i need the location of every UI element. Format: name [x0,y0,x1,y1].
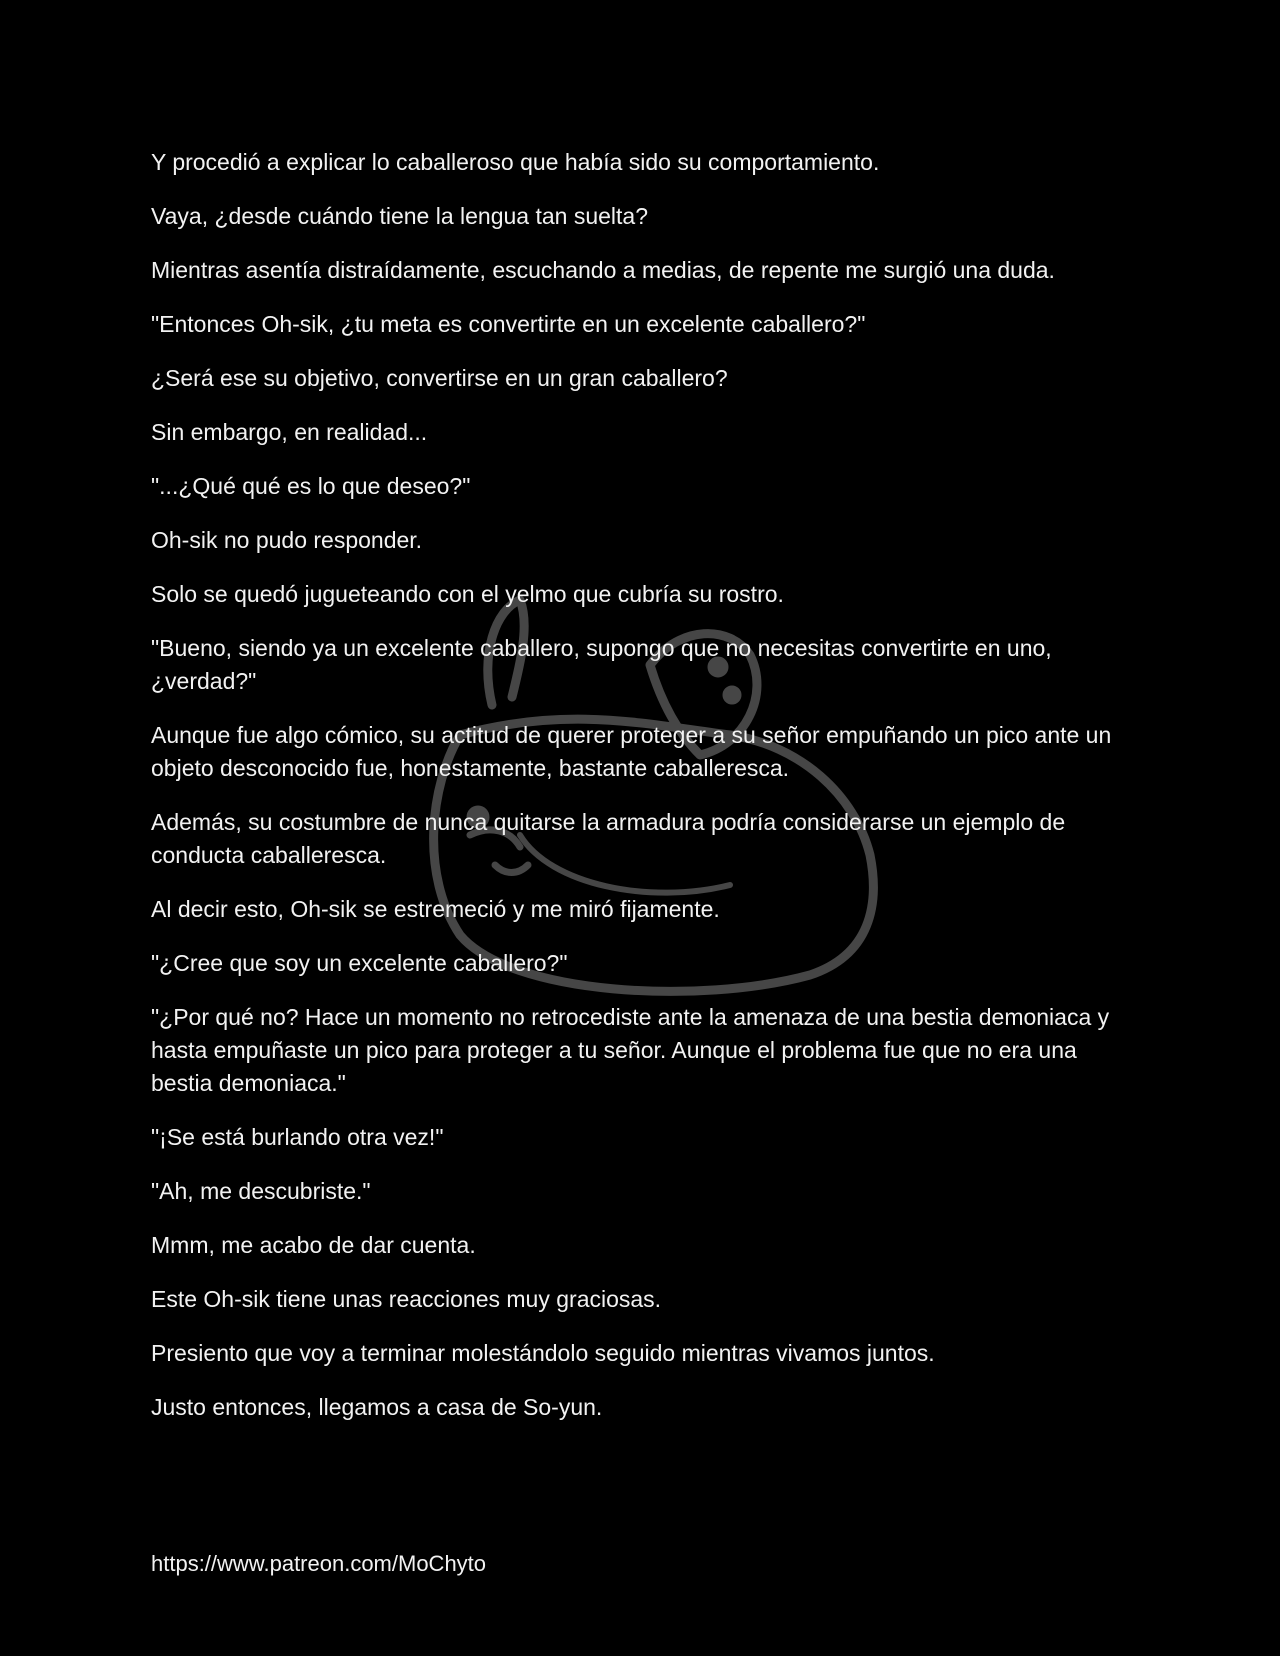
paragraph: ¿Será ese su objetivo, convertirse en un gran caballero? [151,365,728,391]
paragraph: Mientras asentía distraídamente, escuchando a medias, de repente me surgió una duda. [151,257,1055,283]
paragraph: "...¿Qué qué es lo que deseo?" [151,473,471,499]
patreon-link[interactable]: https://www.patreon.com/MoChyto [151,1551,487,1576]
paragraph: Aunque fue algo cómico, su actitud de querer proteger a su señor empuñando un pico ante un objeto desconocido fue, honestamente, bastante caballeresca. [151,722,1112,781]
paragraph: Y procedió a explicar lo caballeroso que había sido su comportamiento. [151,149,880,175]
paragraph: Mmm, me acabo de dar cuenta. [151,1232,476,1258]
paragraph: "¿Por qué no? Hace un momento no retrocediste ante la amenaza de una bestia demoniaca y hasta empuñaste un pico para proteger a tu señor. Aunque el problema fue que no era una bestia demoniaca." [151,1004,1110,1096]
paragraph: Además, su costumbre de nunca quitarse la armadura podría considerarse un ejemplo de conducta caballeresca. [151,809,1066,868]
paragraph: Oh-sik no pudo responder. [151,527,423,553]
paragraph: "Ah, me descubriste." [151,1178,371,1204]
paragraph: Justo entonces, llegamos a casa de So-yun. [151,1394,603,1420]
paragraph: Vaya, ¿desde cuándo tiene la lengua tan suelta? [151,203,648,229]
paragraph: "Bueno, siendo ya un excelente caballero, supongo que no necesitas convertirte en uno, ¿verdad?" [151,635,1052,694]
paragraph: Solo se quedó jugueteando con el yelmo que cubría su rostro. [151,581,784,607]
paragraph: Sin embargo, en realidad... [151,419,428,445]
paragraph: Al decir esto, Oh-sik se estremeció y me miró fijamente. [151,896,720,922]
paragraph: "¿Cree que soy un excelente caballero?" [151,950,568,976]
document-body [151,146,1126,1445]
paragraph: "¡Se está burlando otra vez!" [151,1124,444,1150]
paragraph: "Entonces Oh-sik, ¿tu meta es convertirte en un excelente caballero?" [151,311,866,337]
paragraph: Este Oh-sik tiene unas reacciones muy graciosas. [151,1286,662,1312]
paragraph: Presiento que voy a terminar molestándolo seguido mientras vivamos juntos. [151,1340,935,1366]
